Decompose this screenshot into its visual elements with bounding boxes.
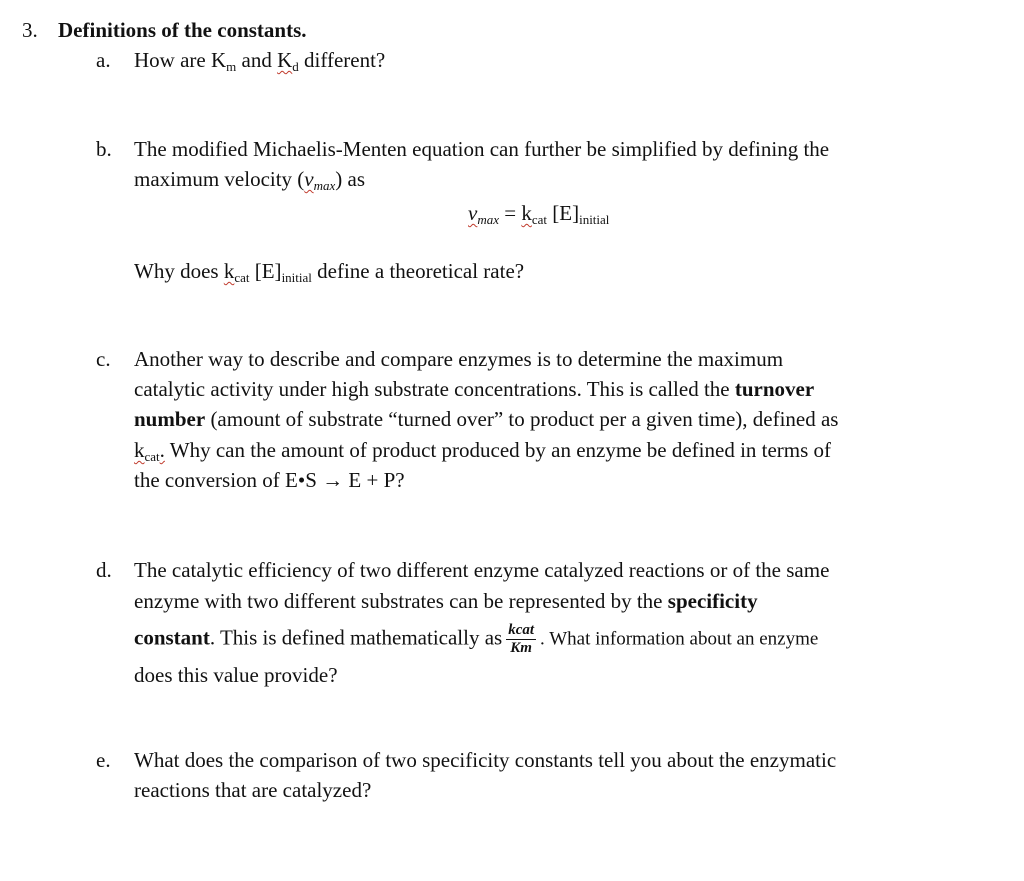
part-c-line-4: $k_{cat}$. Why can the amount of product produced by an enzyme be defined in terms of <box>134 438 832 464</box>
question-title: Definitions of the constants. <box>58 18 307 42</box>
part-a-marker: a. <box>96 48 111 72</box>
part-e-line-2: reactions that are catalyzed? <box>134 778 372 802</box>
part-b-line-1: The modified Michaelis-Menten equation can further be simplified by defining the <box>134 137 830 161</box>
specificity-fraction: $\frac{\text{kcat}}{Km}$ <box>508 622 535 656</box>
part-c-line-1: Another way to describe and compare enzymes is to determine the maximum <box>134 347 784 371</box>
part-d-line-1: The catalytic efficiency of two different enzyme catalyzed reactions or of the same <box>134 558 830 582</box>
part-b-marker: b. <box>96 137 112 161</box>
part-a-text: How are $K_m$ and $K_d$ different? <box>134 48 386 74</box>
part-d-line-3: constant. This is defined mathematically as $\frac{\text{kcat}}{Km}$ . What information about an enzyme <box>134 622 819 656</box>
part-c-line-3: number (amount of substrate “turned over” to product per a given time), defined as <box>134 407 839 431</box>
part-c-marker: c. <box>96 347 111 371</box>
part-d-marker: d. <box>96 558 112 582</box>
part-c-line-2: catalytic activity under high substrate concentrations. This is called the turnover <box>134 377 815 401</box>
vmax-equation: $v_{max} = k_{cat}$ $[E]_{initial}$ <box>468 201 610 227</box>
part-d-line-4: does this value provide? <box>134 663 338 687</box>
part-b-line-2: maximum velocity $(v_{max})$ as <box>134 167 366 193</box>
part-b-question: Why does $k_{cat}$ $[E]_{initial}$ define a theoretical rate? <box>134 259 525 285</box>
part-d-line-2: enzyme with two different substrates can be represented by the specificity <box>134 589 758 613</box>
part-e-line-1: What does the comparison of two specificity constants tell you about the enzymatic <box>134 748 837 772</box>
question-number: 3. <box>22 18 38 42</box>
part-c-line-5: the conversion of E•S → E + P? <box>134 468 405 492</box>
part-e-marker: e. <box>96 748 111 772</box>
